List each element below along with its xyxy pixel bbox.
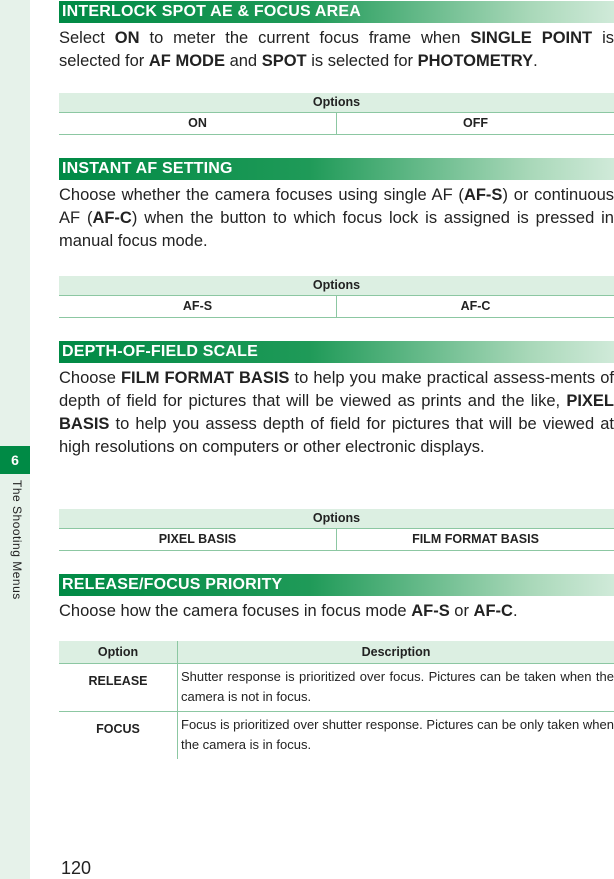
options-description-table	[59, 641, 614, 759]
section-release-focus-priority	[59, 574, 614, 623]
option-column-header: Option	[59, 641, 178, 663]
description-cell: Focus is prioritized over shutter response. Pictures can be only taken when the camera is in focus.	[181, 717, 614, 752]
section-description: Choose FILM FORMAT BASIS to help you make practical assess-ments of depth of field for pictures that will be viewed as prints and the like, PIXEL BASIS to help you assess depth of field for pictures that will be viewed at high resolutions on computers or other electronic displays.	[59, 369, 614, 456]
section-depth-of-field	[59, 341, 614, 459]
option-cell: AF-C	[336, 296, 614, 317]
section-interlock-spot-ae	[59, 1, 614, 73]
chapter-title-label: The Shooting Menus	[10, 480, 24, 600]
table-row	[59, 113, 614, 135]
table-row	[59, 296, 614, 318]
section-heading: INSTANT AF SETTING	[59, 158, 614, 180]
options-table-dof	[59, 509, 614, 551]
option-cell: FILM FORMAT BASIS	[336, 529, 614, 550]
option-cell: ON	[188, 116, 207, 130]
description-column-header: Description	[361, 645, 431, 659]
options-table-instant-af	[59, 276, 614, 318]
option-cell: RELEASE	[59, 664, 178, 711]
option-cell: PIXEL BASIS	[158, 532, 237, 546]
section-instant-af	[59, 158, 614, 253]
section-description: Choose whether the camera focuses using single AF (AF-S) or continuous AF (AF-C) when the button to which focus lock is assigned is pressed in manual focus mode.	[59, 186, 614, 250]
options-header: Options	[59, 93, 614, 113]
section-description: Choose how the camera focuses in focus mode AF-S or AF-C.	[59, 602, 518, 620]
chapter-side-band	[0, 0, 30, 879]
table-row	[59, 529, 614, 551]
option-cell: AF-S	[182, 299, 213, 313]
options-header: Options	[59, 276, 614, 296]
option-cell: FOCUS	[59, 712, 178, 759]
section-heading: DEPTH-OF-FIELD SCALE	[59, 341, 614, 363]
table-row	[59, 712, 614, 759]
option-cell: OFF	[336, 113, 614, 134]
chapter-number-tab: 6	[0, 446, 30, 474]
section-heading: RELEASE/FOCUS PRIORITY	[59, 574, 614, 596]
table-row	[59, 664, 614, 712]
table-header-row	[59, 641, 614, 664]
page-number: 120	[61, 858, 92, 878]
section-heading: INTERLOCK SPOT AE & FOCUS AREA	[59, 1, 614, 23]
options-header: Options	[59, 509, 614, 529]
options-table-interlock	[59, 93, 614, 135]
section-description: Select ON to meter the current focus frame when SINGLE POINT is selected for AF MODE and SPOT is selected for PHOTOMETRY.	[59, 29, 614, 70]
description-cell: Shutter response is prioritized over focus. Pictures can be taken when the camera is not in focus.	[181, 669, 614, 704]
